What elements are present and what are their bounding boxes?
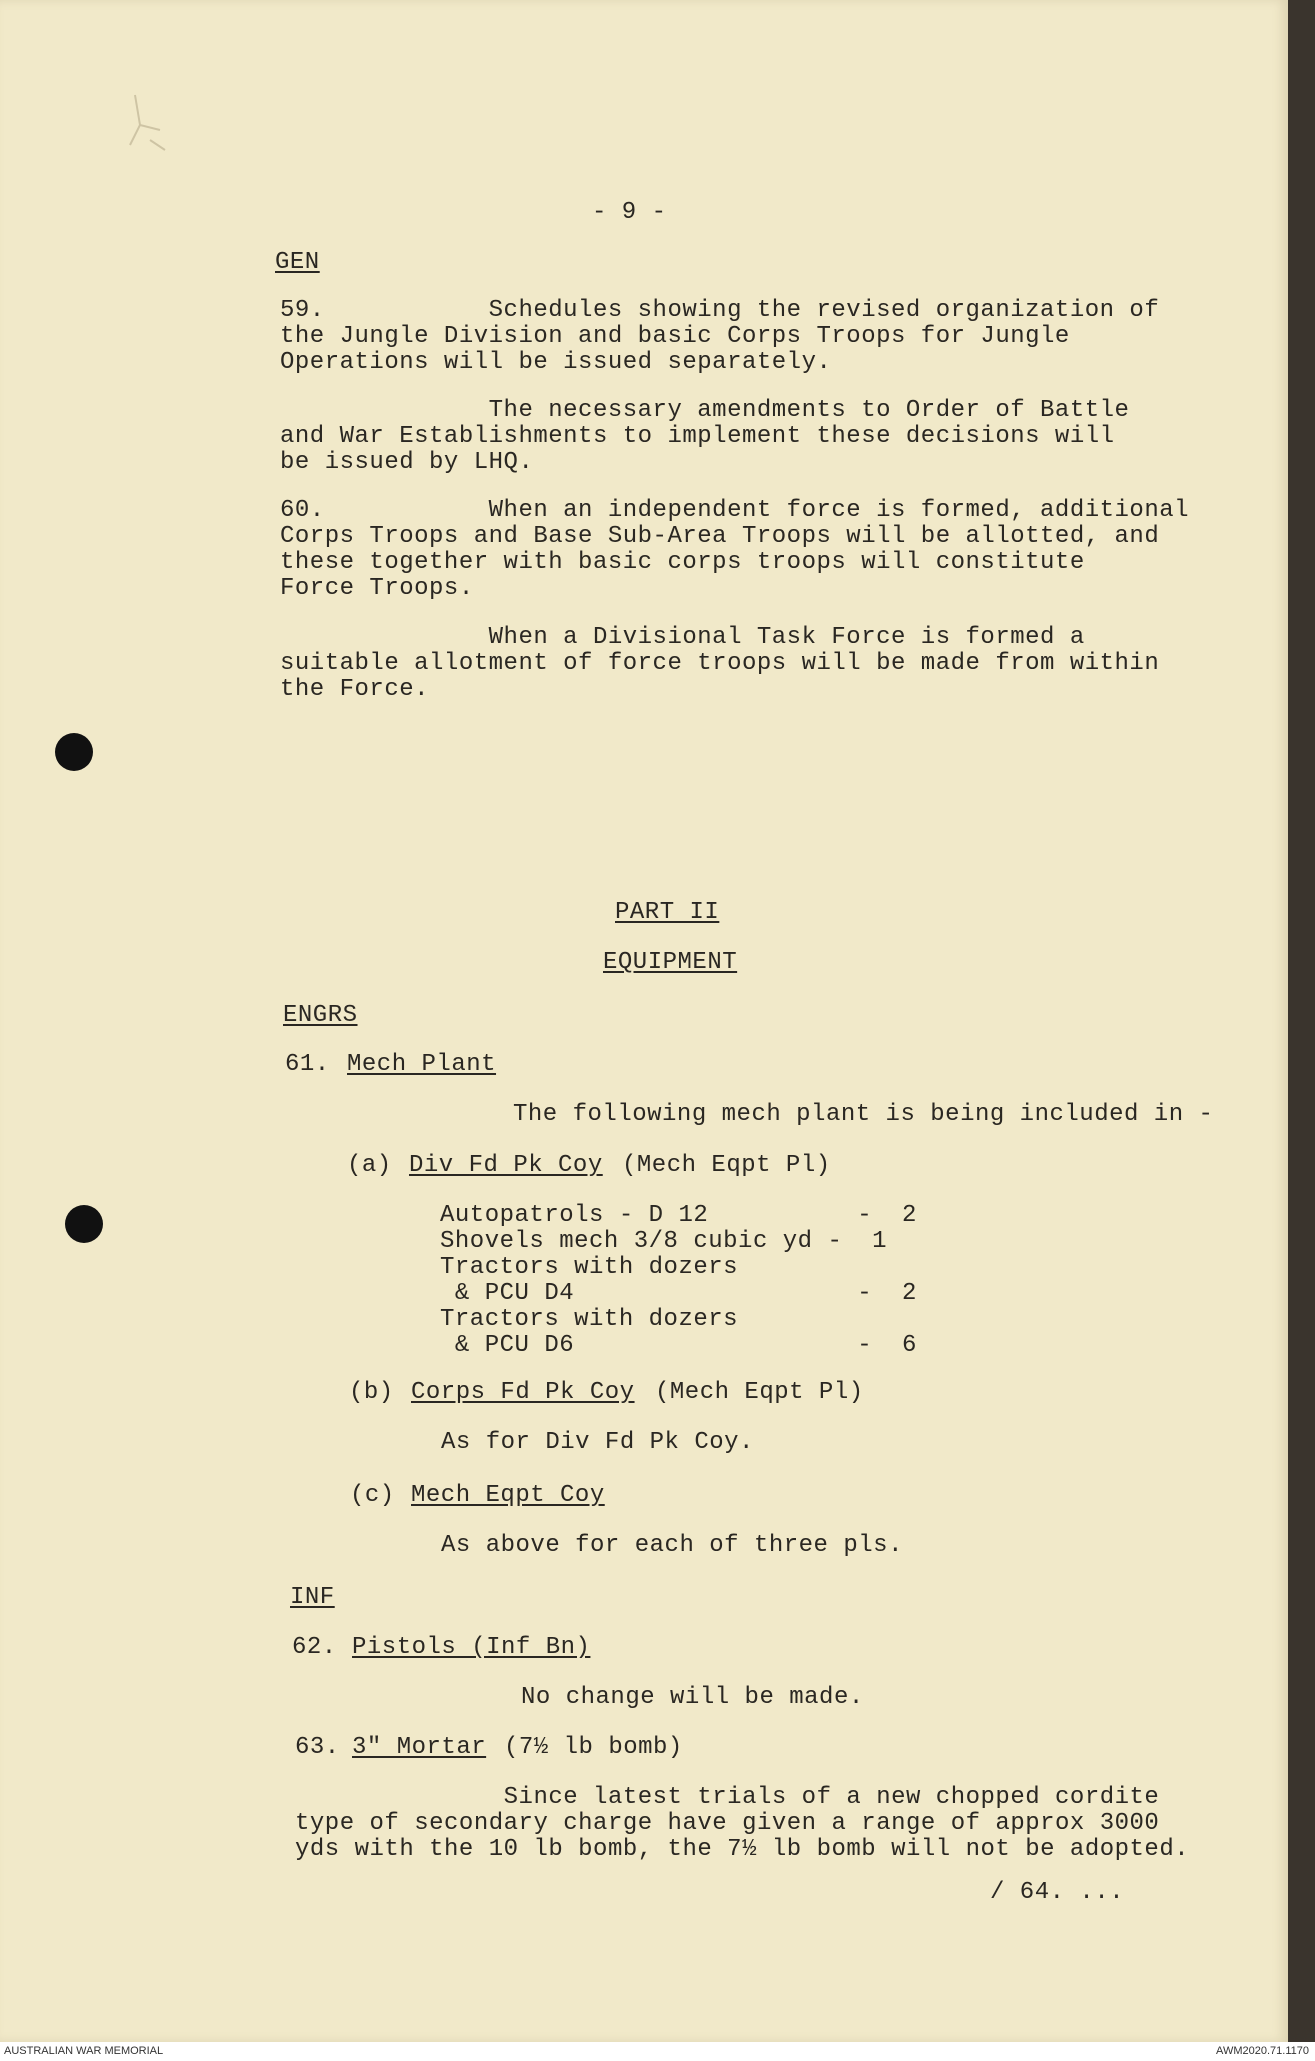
item-a-title: Div Fd Pk Coy [409, 1152, 603, 1179]
para-63-rest: (7½ lb bomb) [504, 1734, 683, 1761]
item-c-text: As above for each of three pls. [441, 1532, 903, 1559]
para-61-number: 61. [285, 1051, 330, 1078]
para-59-line3: Operations will be issued separately. [280, 349, 832, 376]
para-63-line3: yds with the 10 lb bomb, the 7½ lb bomb will not be adopted. [295, 1836, 1190, 1863]
para-62-number: 62. [292, 1634, 337, 1661]
para-62-text: No change will be made. [521, 1684, 864, 1711]
para-62-title: Pistols (Inf Bn) [352, 1634, 591, 1661]
punch-hole-top [55, 733, 93, 771]
heading-inf: INF [290, 1584, 335, 1611]
para-60-line4: Force Troops. [280, 575, 474, 602]
item-c-title: Mech Eqpt Coy [411, 1482, 605, 1509]
para-59b-line2: and War Establishments to implement these decisions will [280, 423, 1115, 450]
plant-item: & PCU D4 - 2 [440, 1280, 917, 1307]
para-60b-line3: the Force. [280, 676, 430, 703]
item-a-label: (a) [347, 1152, 392, 1179]
para-60b-line1: When a Divisional Task Force is formed a [280, 624, 1085, 651]
punch-hole-bottom [65, 1205, 103, 1243]
plant-item: & PCU D6 - 6 [440, 1332, 917, 1359]
heading-engrs: ENGRS [283, 1002, 358, 1029]
plant-item: Tractors with dozers [440, 1254, 739, 1281]
para-63-line2: type of secondary charge have given a range of approx 3000 [295, 1810, 1160, 1837]
para-59b-line3: be issued by LHQ. [280, 449, 534, 476]
item-a-rest: (Mech Eqpt Pl) [622, 1152, 831, 1179]
item-b-text: As for Div Fd Pk Coy. [441, 1429, 754, 1456]
para-60-line2: Corps Troops and Base Sub-Area Troops will be allotted, and [280, 523, 1160, 550]
plant-item: Shovels mech 3/8 cubic yd - 1 [440, 1228, 888, 1255]
heading-part-ii: PART II [615, 899, 720, 926]
para-59-line1: 59. Schedules showing the revised organization of [280, 297, 1160, 324]
heading-equipment: EQUIPMENT [603, 949, 738, 976]
scan-footer [0, 2042, 1315, 2061]
item-b-title: Corps Fd Pk Coy [411, 1379, 635, 1406]
para-63-line1: Since latest trials of a new chopped cordite [295, 1784, 1160, 1811]
plant-item: Autopatrols - D 12 - 2 [440, 1202, 917, 1229]
footer-id: AWM2020.71.1170 [1216, 2045, 1309, 2057]
paper-crease-mark [120, 85, 180, 185]
para-61-title: Mech Plant [347, 1051, 497, 1078]
item-b-rest: (Mech Eqpt Pl) [655, 1379, 864, 1406]
para-61-intro: The following mech plant is being included in - [513, 1101, 1214, 1128]
scan-edge [1288, 0, 1315, 2042]
page-number: - 9 - [592, 199, 667, 226]
para-59-line2: the Jungle Division and basic Corps Troops for Jungle [280, 323, 1070, 350]
para-63-number: 63. [295, 1734, 340, 1761]
heading-gen: GEN [275, 249, 320, 276]
para-63-title: 3" Mortar [352, 1734, 487, 1761]
para-59b-line1: The necessary amendments to Order of Battle [280, 397, 1130, 424]
continuation-marker: / 64. ... [990, 1879, 1125, 1906]
item-b-label: (b) [349, 1379, 394, 1406]
para-60b-line2: suitable allotment of force troops will be made from within [280, 650, 1160, 677]
footer-source: AUSTRALIAN WAR MEMORIAL [4, 2045, 164, 2057]
para-60-line3: these together with basic corps troops will constitute [280, 549, 1085, 576]
para-60-line1: 60. When an independent force is formed, additional [280, 497, 1190, 524]
item-c-label: (c) [350, 1482, 395, 1509]
plant-item: Tractors with dozers [440, 1306, 739, 1333]
